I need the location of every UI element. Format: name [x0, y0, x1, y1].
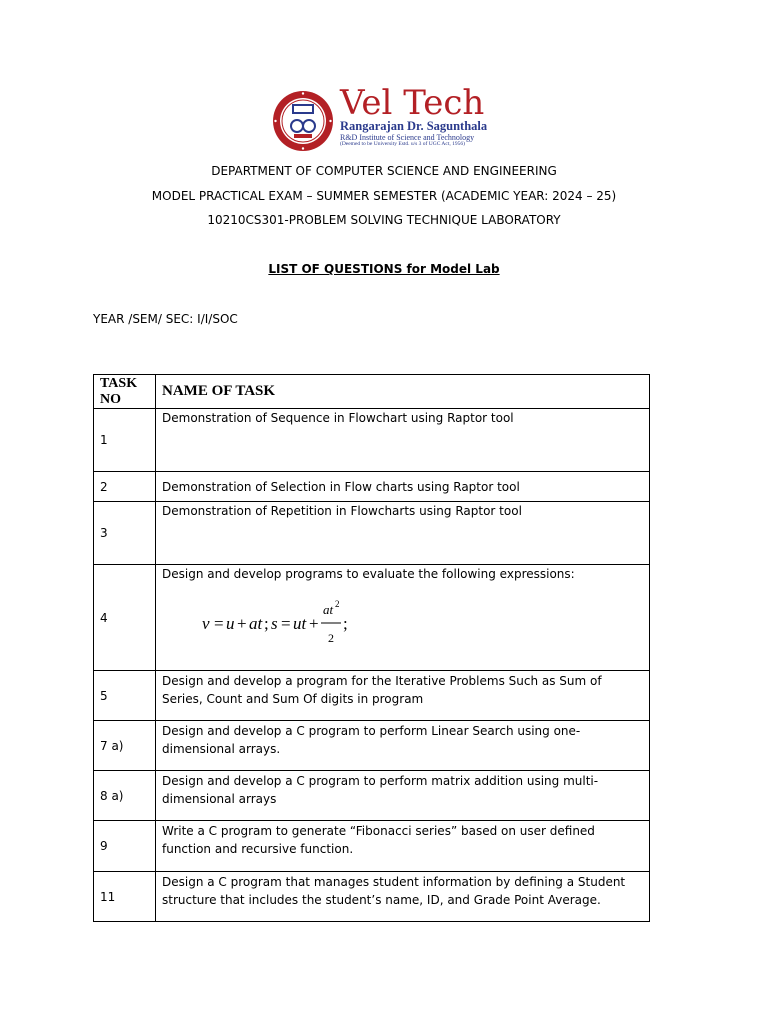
year-sem-sec: YEAR /SEM/ SEC: I/I/SOC: [93, 312, 238, 326]
task-name-cell: [156, 502, 650, 565]
table-row: [94, 872, 650, 922]
task-no-cell: 4: [94, 565, 156, 671]
task-no-cell: 1: [94, 409, 156, 472]
task-name: Demonstration of Repetition in Flowcharts using Raptor tool: [162, 504, 522, 518]
table-row: [94, 409, 650, 472]
formula-s: s: [271, 614, 278, 633]
task-name: Demonstration of Selection in Flow charts using Raptor tool: [162, 479, 520, 494]
task-name-cell: [156, 671, 650, 721]
formula-semi2: ;: [343, 614, 348, 633]
formula-eq2: =: [281, 614, 291, 633]
task-name-cell: [156, 472, 650, 502]
list-title-wrapper: [0, 261, 768, 277]
list-title: LIST OF QUESTIONS for Model Lab: [268, 262, 500, 276]
table-row: [94, 721, 650, 771]
header-task-no: TASK NO: [100, 376, 138, 407]
formula-exponent: 2: [335, 599, 340, 609]
formula-ut: ut: [293, 614, 307, 633]
table-row: [94, 771, 650, 821]
table-row: [94, 502, 650, 565]
formula-denominator: 2: [328, 631, 334, 645]
task-no-cell: 5: [94, 671, 156, 721]
task-name: Demonstration of Sequence in Flowchart using Raptor tool: [162, 411, 514, 425]
department-heading: DEPARTMENT OF COMPUTER SCIENCE AND ENGINEERING: [211, 164, 557, 178]
formula-eq1: =: [214, 614, 224, 633]
task-no-cell: 2: [94, 472, 156, 502]
course-heading: 10210CS301-PROBLEM SOLVING TECHNIQUE LABORATORY: [207, 213, 561, 227]
task-name-cell: [156, 565, 650, 671]
task-name: Write a C program to generate “Fibonacci series” based on user defined function and recursive function.: [162, 824, 595, 856]
task-table: [93, 374, 650, 922]
task-no-cell: 3: [94, 502, 156, 565]
formula-semi1: ;: [264, 614, 269, 633]
header-name-of-task: NAME OF TASK: [162, 383, 276, 399]
institution-logo: [272, 83, 494, 152]
table-row: [94, 472, 650, 502]
header-name-cell: [156, 375, 650, 409]
logo-subtitle: Rangarajan Dr. Sagunthala: [340, 119, 488, 133]
task-no-cell: 8 a): [94, 771, 156, 821]
task-name-cell: [156, 771, 650, 821]
kinematics-formula: [202, 593, 362, 649]
task-name: Design and develop a C program to perform Linear Search using one-dimensional arrays.: [162, 724, 581, 756]
seal-icon: [272, 90, 334, 152]
logo-institute: R&D Institute of Science and Technology: [340, 133, 475, 142]
table-header-row: [94, 375, 650, 409]
task-name: Design and develop a C program to perform matrix addition using multi-dimensional arrays: [162, 774, 599, 806]
formula-plus2: +: [309, 614, 319, 633]
logo-title: Vel Tech: [340, 83, 485, 123]
task-name-cell: [156, 721, 650, 771]
task-no-cell: 9: [94, 821, 156, 872]
formula-u: u: [226, 614, 235, 633]
task-name-cell: [156, 872, 650, 922]
task-name-cell: [156, 821, 650, 872]
formula-numerator: at: [323, 602, 334, 617]
task-no-cell: 11: [94, 872, 156, 922]
header-task-no-cell: [94, 375, 156, 409]
task-name-cell: [156, 409, 650, 472]
formula-v: v: [202, 614, 210, 633]
exam-heading: MODEL PRACTICAL EXAM – SUMMER SEMESTER (ACADEMIC YEAR: 2024 – 25): [151, 189, 617, 203]
table-row: [94, 671, 650, 721]
task-name: Design and develop a program for the Iterative Problems Such as Sum of Series, Count and Sum Of digits in program: [162, 674, 602, 706]
formula-at: at: [249, 614, 263, 633]
task-no-cell: 7 a): [94, 721, 156, 771]
table-row: [94, 565, 650, 671]
logo-deemed: (Deemed to be University Estd. u/s 3 of UGC Act, 1956): [340, 141, 465, 147]
table-row: [94, 821, 650, 872]
formula-plus1: +: [237, 614, 247, 633]
task-name: Design a C program that manages student information by defining a Student structure that includes the student’s name, ID, and Grade Point Average.: [162, 875, 626, 907]
task-name: Design and develop programs to evaluate the following expressions:: [162, 567, 575, 581]
